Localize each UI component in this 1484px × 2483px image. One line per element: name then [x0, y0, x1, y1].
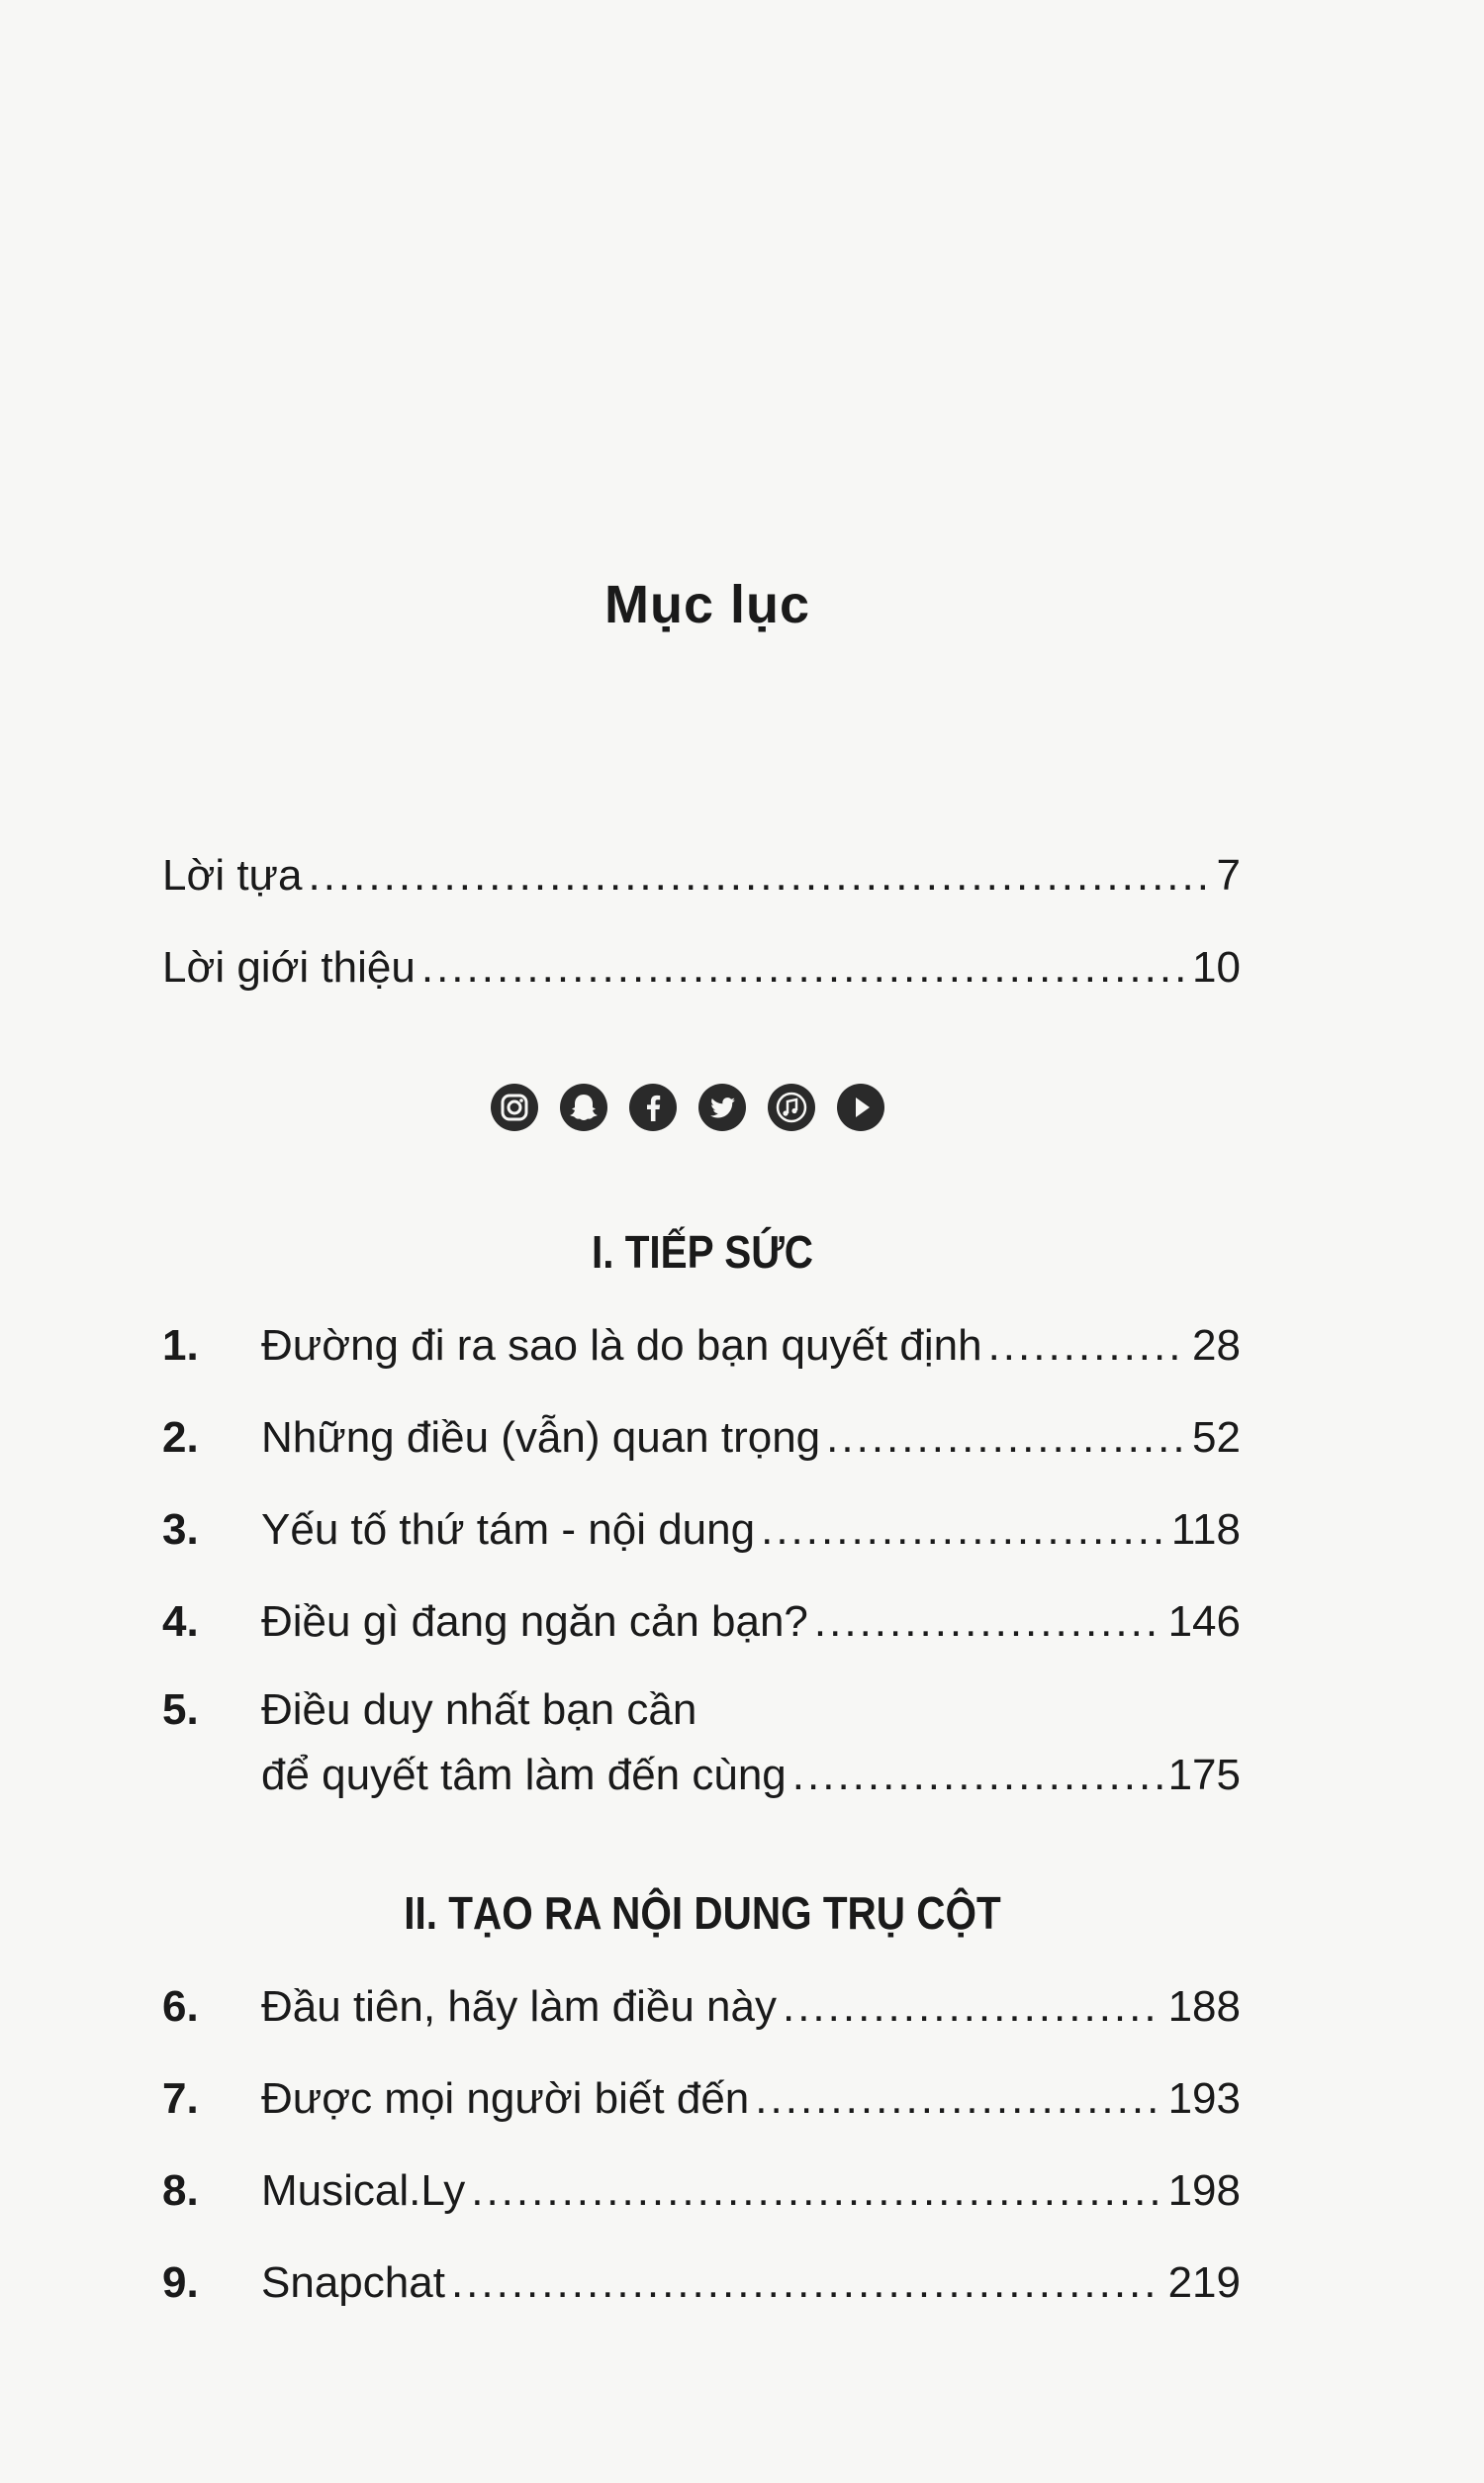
dot-leader	[814, 1594, 1162, 1650]
entry-page: 28	[1192, 1321, 1241, 1370]
toc-entry-4[interactable]	[162, 1594, 1241, 1650]
social-icons-row	[489, 1082, 886, 1133]
entry-number: 8.	[162, 2166, 199, 2215]
entry-title: Lời tựa	[162, 851, 303, 900]
dot-leader	[988, 1318, 1186, 1374]
dot-leader	[761, 1502, 1165, 1558]
dot-leader	[783, 1979, 1162, 2035]
entry-title: Snapchat	[261, 2258, 445, 2307]
section-heading-2: II. TẠO RA NỘI DUNG TRỤ CỘT	[404, 1887, 1001, 1939]
dot-leader	[308, 848, 1210, 904]
entry-title-line2: để quyết tâm làm đến cùng	[261, 1751, 787, 1799]
entry-number: 9.	[162, 2258, 199, 2307]
youtube-icon	[835, 1082, 886, 1133]
toc-entry-3[interactable]	[162, 1502, 1241, 1558]
page-title: Mục lục	[603, 575, 811, 634]
entry-page: 7	[1216, 851, 1241, 900]
entry-page: 146	[1167, 1597, 1241, 1646]
toc-entry-2[interactable]	[162, 1410, 1241, 1466]
facebook-icon	[627, 1082, 679, 1133]
entry-page: 219	[1167, 2258, 1241, 2307]
section-heading-1: I. TIẾP SỨC	[591, 1226, 814, 1278]
entry-number: 5.	[162, 1685, 199, 1734]
entry-title-line1: Điều duy nhất bạn cần	[261, 1685, 697, 1734]
toc-entry-foreword[interactable]	[162, 848, 1241, 904]
entry-title: Được mọi người biết đến	[261, 2074, 750, 2123]
dot-leader	[792, 1748, 1162, 1803]
entry-number: 7.	[162, 2074, 199, 2123]
entry-page: 198	[1167, 2166, 1241, 2215]
instagram-icon	[489, 1082, 540, 1133]
entry-number: 2.	[162, 1413, 199, 1462]
entry-title: Yếu tố thứ tám - nội dung	[261, 1505, 756, 1554]
dot-leader	[471, 2163, 1161, 2219]
snapchat-icon	[558, 1082, 609, 1133]
entry-page: 10	[1192, 943, 1241, 992]
dot-leader	[826, 1410, 1186, 1466]
entry-title: Những điều (vẫn) quan trọng	[261, 1413, 821, 1462]
toc-entry-7[interactable]	[162, 2071, 1241, 2127]
entry-number: 1.	[162, 1321, 199, 1370]
entry-page: 193	[1167, 2074, 1241, 2123]
entry-continuation	[162, 1748, 1241, 1803]
entry-title: Musical.Ly	[261, 2166, 466, 2215]
entry-title: Điều gì đang ngăn cản bạn?	[261, 1597, 808, 1646]
toc-entry-introduction[interactable]	[162, 940, 1241, 996]
toc-entry-6[interactable]	[162, 1979, 1241, 2035]
toc-entry-9[interactable]	[162, 2255, 1241, 2311]
toc-entry-5[interactable]	[162, 1682, 1241, 1803]
dot-leader	[755, 2071, 1161, 2127]
musically-icon	[766, 1082, 817, 1133]
toc-entry-1[interactable]	[162, 1318, 1241, 1374]
entry-page: 52	[1192, 1413, 1241, 1462]
entry-number: 3.	[162, 1505, 199, 1554]
twitter-icon	[696, 1082, 748, 1133]
entry-number: 4.	[162, 1597, 199, 1646]
entry-title: Lời giới thiệu	[162, 943, 416, 992]
entry-number: 6.	[162, 1982, 199, 2031]
dot-leader	[451, 2255, 1162, 2311]
dot-leader	[421, 940, 1186, 996]
entry-page: 175	[1167, 1751, 1241, 1799]
entry-title: Đầu tiên, hãy làm điều này	[261, 1982, 777, 2031]
entry-page: 118	[1170, 1505, 1241, 1554]
entry-page: 188	[1167, 1982, 1241, 2031]
entry-title: Đường đi ra sao là do bạn quyết định	[261, 1321, 982, 1370]
toc-entry-8[interactable]	[162, 2163, 1241, 2219]
